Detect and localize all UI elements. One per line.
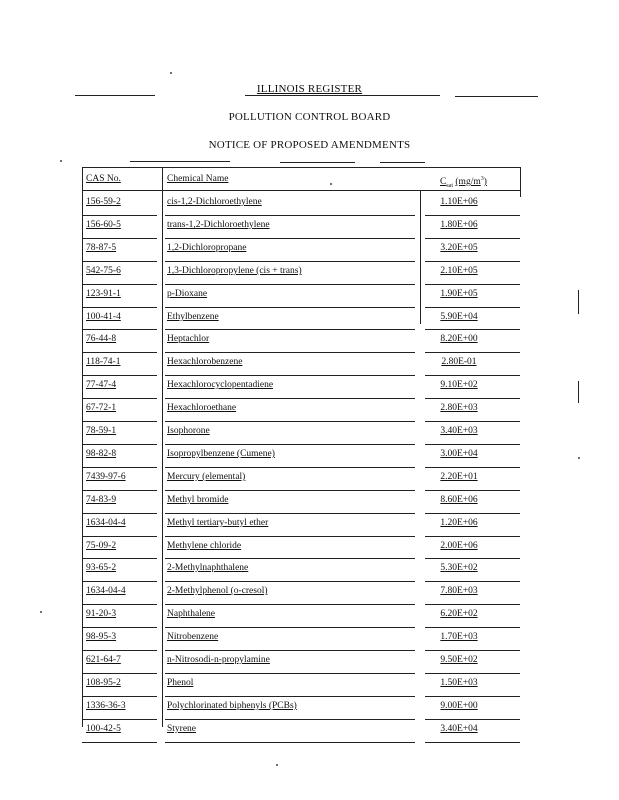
concentration-value: 5.90E+04 xyxy=(440,312,478,322)
row-rule xyxy=(425,284,520,285)
concentration-value: 3.40E+03 xyxy=(440,426,478,436)
chemical-name: Isophorone xyxy=(167,426,210,436)
cas-number: 98-82-8 xyxy=(86,449,117,459)
table-right-border xyxy=(520,167,521,197)
row-rule xyxy=(425,696,520,697)
chemical-name: Methyl bromide xyxy=(167,495,229,505)
row-rule xyxy=(82,490,157,491)
cas-number: 1336-36-3 xyxy=(86,701,126,711)
row-rule xyxy=(425,215,520,216)
chemical-name: 2-Methylnaphthalene xyxy=(167,563,249,573)
row-rule xyxy=(165,719,415,720)
row-rule xyxy=(82,375,157,376)
chemical-name: Isopropylbenzene (Cumene) xyxy=(167,449,275,459)
row-rule xyxy=(165,444,415,445)
notice-title: NOTICE OF PROPOSED AMENDMENTS xyxy=(208,139,411,151)
cas-number: 7439-97-6 xyxy=(86,472,126,482)
concentration-value: 1.70E+03 xyxy=(440,632,478,642)
row-rule xyxy=(82,352,157,353)
concentration-value: 9.50E+02 xyxy=(440,655,478,665)
scan-speck xyxy=(40,611,42,613)
row-rule xyxy=(425,307,520,308)
concentration-value: 2.00E+06 xyxy=(440,541,478,551)
cas-number: 108-95-2 xyxy=(86,678,121,688)
cas-number: 542-75-6 xyxy=(86,266,121,276)
chemical-name: Methylene chloride xyxy=(167,541,242,551)
row-rule xyxy=(425,467,520,468)
cas-number: 621-64-7 xyxy=(86,655,121,665)
concentration-value: 1.90E+05 xyxy=(440,289,478,299)
register-title: ILLINOIS REGISTER xyxy=(256,83,363,95)
cas-number: 67-72-1 xyxy=(86,403,117,413)
concentration-value: 2.80E-01 xyxy=(441,357,477,367)
concentration-value: 5.30E+02 xyxy=(440,563,478,573)
concentration-value: 6.20E+02 xyxy=(440,609,478,619)
row-rule xyxy=(425,673,520,674)
col-header-value-unit: (mg/m xyxy=(455,177,481,188)
row-rule xyxy=(165,627,415,628)
row-rule xyxy=(425,398,520,399)
row-rule xyxy=(425,444,520,445)
row-rule xyxy=(82,444,157,445)
row-rule xyxy=(82,719,157,720)
cas-number: 1634-04-4 xyxy=(86,518,126,528)
row-rule xyxy=(165,581,415,582)
cas-number: 98-95-3 xyxy=(86,632,117,642)
row-rule xyxy=(165,513,415,514)
row-rule xyxy=(165,536,415,537)
chemical-name: cis-1,2-Dichloroethylene xyxy=(167,197,262,207)
row-rule xyxy=(165,284,415,285)
row-rule xyxy=(165,238,415,239)
concentration-value: 9.10E+02 xyxy=(440,380,478,390)
row-rule xyxy=(165,398,415,399)
row-rule xyxy=(425,581,520,582)
row-rule xyxy=(425,375,520,376)
row-rule xyxy=(425,261,520,262)
chemical-name: trans-1,2-Dichloroethylene xyxy=(167,220,270,230)
scan-speck xyxy=(578,457,580,459)
row-rule xyxy=(82,536,157,537)
cas-number: 74-83-9 xyxy=(86,495,117,505)
value-col-divider xyxy=(420,190,421,324)
cas-number: 123-91-1 xyxy=(86,289,121,299)
row-rule xyxy=(425,627,520,628)
chemical-name: Styrene xyxy=(167,724,197,734)
row-rule xyxy=(425,604,520,605)
concentration-value: 3.00E+04 xyxy=(440,449,478,459)
chemical-name: 1,2-Dichloropropane xyxy=(167,243,247,253)
cas-number: 77-47-4 xyxy=(86,380,117,390)
row-rule xyxy=(425,513,520,514)
chemical-name: Heptachlor xyxy=(167,334,210,344)
concentration-value: 2.20E+01 xyxy=(440,472,478,482)
cas-number: 91-20-3 xyxy=(86,609,117,619)
row-rule xyxy=(165,650,415,651)
row-rule xyxy=(165,604,415,605)
chemical-name: 1,3-Dichloropropylene (cis + trans) xyxy=(167,266,302,276)
col-header-value-c: C xyxy=(440,177,447,188)
row-rule xyxy=(425,238,520,239)
concentration-value: 3.40E+04 xyxy=(440,724,478,734)
row-rule xyxy=(425,742,520,743)
chemical-name: 2-Methylphenol (o-cresol) xyxy=(167,586,268,596)
scan-speck xyxy=(330,183,332,185)
chemical-name: Naphthalene xyxy=(167,609,216,619)
table-col-divider xyxy=(162,167,163,727)
row-rule xyxy=(82,696,157,697)
row-rule xyxy=(425,421,520,422)
chemical-name: Mercury (elemental) xyxy=(167,472,246,482)
cas-number: 76-44-8 xyxy=(86,334,117,344)
row-rule xyxy=(425,490,520,491)
concentration-value: 8.60E+06 xyxy=(440,495,478,505)
cas-number: 75-09-2 xyxy=(86,541,117,551)
row-rule xyxy=(82,215,157,216)
row-rule xyxy=(82,673,157,674)
cas-number: 1634-04-4 xyxy=(86,586,126,596)
concentration-value: 7.80E+03 xyxy=(440,586,478,596)
chemical-name: p-Dioxane xyxy=(167,289,208,299)
col-header-value-close: ) xyxy=(483,177,487,188)
row-rule xyxy=(82,558,157,559)
row-rule xyxy=(425,558,520,559)
row-rule xyxy=(82,284,157,285)
row-rule xyxy=(165,215,415,216)
row-rule xyxy=(425,719,520,720)
row-rule xyxy=(82,238,157,239)
concentration-value: 1.80E+06 xyxy=(440,220,478,230)
row-rule xyxy=(165,375,415,376)
row-rule xyxy=(82,604,157,605)
cas-number: 156-59-2 xyxy=(86,197,121,207)
row-rule xyxy=(165,673,415,674)
scan-speck xyxy=(276,764,278,766)
row-rule xyxy=(165,558,415,559)
header-rule-center xyxy=(245,95,440,96)
chemical-name: Hexachloroethane xyxy=(167,403,237,413)
concentration-value: 2.10E+05 xyxy=(440,266,478,276)
col-header-chemical: Chemical Name xyxy=(167,174,229,184)
row-rule xyxy=(82,627,157,628)
concentration-value: 8.20E+00 xyxy=(440,334,478,344)
concentration-value: 1.50E+03 xyxy=(440,678,478,688)
table-left-border xyxy=(82,167,83,727)
row-rule xyxy=(82,307,157,308)
scan-speck xyxy=(60,160,62,162)
chemical-name: n-Nitrosodi-n-propylamine xyxy=(167,655,270,665)
chemical-name: Hexachlorobenzene xyxy=(167,357,243,367)
chemical-name: Nitrobenzene xyxy=(167,632,219,642)
row-rule xyxy=(165,696,415,697)
chemical-name: Polychlorinated biphenyls (PCBs) xyxy=(167,701,297,711)
col-header-value-sub: sat xyxy=(446,183,454,190)
header-rule-left xyxy=(75,95,155,96)
row-rule xyxy=(82,167,520,168)
row-rule xyxy=(82,581,157,582)
top-rule-b xyxy=(280,162,355,163)
scan-speck xyxy=(170,72,172,74)
row-rule xyxy=(82,650,157,651)
top-rule-c xyxy=(380,162,425,163)
concentration-value: 3.20E+05 xyxy=(440,243,478,253)
col-header-value-unit-sup: 3 xyxy=(480,176,484,182)
cas-number: 78-59-1 xyxy=(86,426,117,436)
margin-mark-2 xyxy=(578,290,579,314)
chemical-name: Ethylbenzene xyxy=(167,312,219,322)
cas-number: 100-42-5 xyxy=(86,724,121,734)
header-rule-right xyxy=(455,96,538,97)
row-rule xyxy=(82,329,157,330)
chemical-name: Methyl tertiary-butyl ether xyxy=(167,518,269,528)
concentration-value: 1.20E+06 xyxy=(440,518,478,528)
row-rule xyxy=(165,307,415,308)
cas-number: 93-65-2 xyxy=(86,563,117,573)
board-title: POLLUTION CONTROL BOARD xyxy=(228,111,391,123)
row-rule xyxy=(165,352,415,353)
row-rule xyxy=(165,261,415,262)
concentration-value: 1.10E+06 xyxy=(440,197,478,207)
top-rule-a xyxy=(130,161,230,162)
row-rule xyxy=(82,398,157,399)
concentration-value: 9.00E+00 xyxy=(440,701,478,711)
row-rule xyxy=(425,352,520,353)
concentration-value: 2.80E+03 xyxy=(440,403,478,413)
row-rule xyxy=(165,421,415,422)
row-rule xyxy=(165,467,415,468)
row-rule xyxy=(82,261,157,262)
cas-number: 78-87-5 xyxy=(86,243,117,253)
cas-number: 118-74-1 xyxy=(86,357,121,367)
cas-number: 100-41-4 xyxy=(86,312,121,322)
row-rule xyxy=(82,421,157,422)
chemical-name: Hexachlorocyclopentadiene xyxy=(167,380,274,390)
col-header-cas: CAS No. xyxy=(86,174,121,184)
row-rule xyxy=(82,467,157,468)
row-rule xyxy=(165,742,415,743)
row-rule xyxy=(425,329,520,330)
row-rule xyxy=(82,742,157,743)
row-rule xyxy=(425,650,520,651)
row-rule xyxy=(82,513,157,514)
margin-mark-1 xyxy=(578,381,579,403)
chemical-name: Phenol xyxy=(167,678,194,688)
col-header-value xyxy=(440,173,487,192)
row-rule xyxy=(425,536,520,537)
row-rule xyxy=(165,329,415,330)
cas-number: 156-60-5 xyxy=(86,220,121,230)
row-rule xyxy=(165,490,415,491)
